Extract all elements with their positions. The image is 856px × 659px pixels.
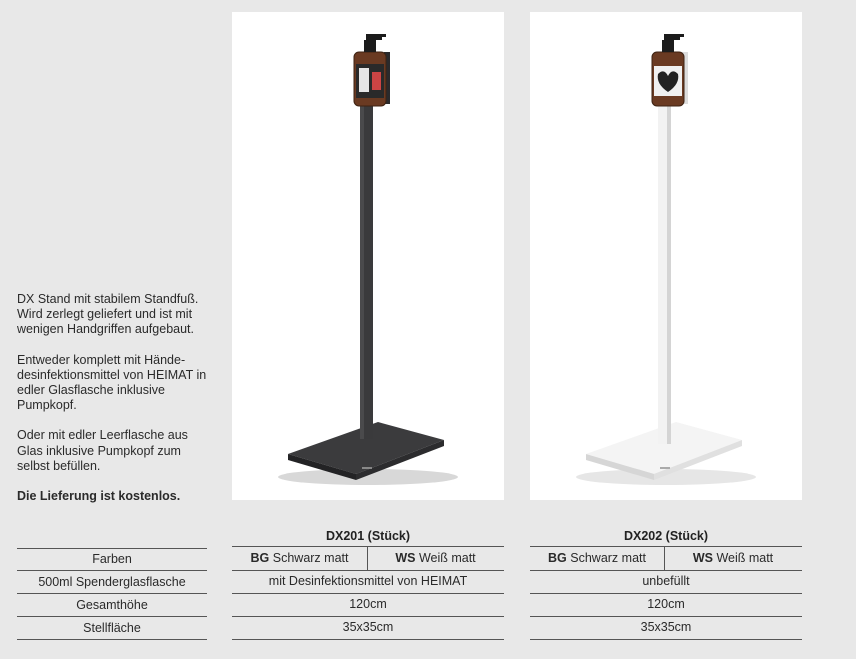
dx202-color-white: WS Weiß matt bbox=[692, 551, 774, 565]
dx201-color-black: BG Schwarz matt bbox=[250, 551, 349, 565]
description-delivery-note: Die Lieferung ist kostenlos. bbox=[17, 489, 181, 504]
table-rule bbox=[530, 593, 802, 594]
table-rule bbox=[17, 548, 207, 549]
table-rule bbox=[17, 639, 207, 640]
table-rule bbox=[17, 616, 207, 617]
product-description bbox=[17, 292, 217, 519]
table-rule bbox=[530, 639, 802, 640]
dx201-color-white: WS Weiß matt bbox=[395, 551, 476, 565]
dx201-filling: mit Desinfektionsmittel von HEIMAT bbox=[268, 574, 468, 588]
row-label-bottle: 500ml Spenderglasflasche bbox=[38, 575, 186, 589]
product-header-dx201: DX201 (Stück) bbox=[325, 529, 411, 543]
product-header-dx202: DX202 (Stück) bbox=[623, 529, 709, 543]
row-label-height: Gesamthöhe bbox=[76, 598, 148, 612]
table-rule bbox=[17, 570, 207, 571]
table-rule bbox=[232, 593, 504, 594]
row-label-area: Stellfläche bbox=[83, 621, 141, 635]
description-paragraph-3: Oder mit edler Leerflasche aus Glas inklusive Pumpkopf zum selbst befüllen. bbox=[17, 428, 188, 473]
product-image-dx202 bbox=[530, 12, 802, 500]
table-rule bbox=[530, 546, 802, 547]
table-rule bbox=[232, 639, 504, 640]
dx202-color-black: BG Schwarz matt bbox=[548, 551, 646, 565]
dx202-height: 120cm bbox=[647, 597, 685, 611]
table-rule bbox=[232, 616, 504, 617]
dx202-area: 35x35cm bbox=[640, 620, 692, 634]
row-label-colors: Farben bbox=[92, 552, 132, 566]
product-image-dx201 bbox=[232, 12, 504, 500]
description-paragraph-2: Entweder komplett mit Hände-desinfektionsmittel von HEIMAT in edler Glasflasche inklusive Pumpkopf. bbox=[17, 352, 207, 413]
table-rule bbox=[17, 593, 207, 594]
table-rule bbox=[232, 570, 504, 571]
table-rule bbox=[530, 616, 802, 617]
dispenser-stand-white-image bbox=[530, 12, 802, 500]
dx201-height: 120cm bbox=[349, 597, 387, 611]
dx202-filling: unbefüllt bbox=[642, 574, 690, 588]
description-paragraph-1: DX Stand mit stabilem Standfuß. Wird zerlegt geliefert und ist mit wenigen Handgriffen aufgebaut. bbox=[17, 292, 199, 337]
dispenser-stand-black-image bbox=[232, 12, 504, 500]
table-rule bbox=[530, 570, 802, 571]
dx201-area: 35x35cm bbox=[342, 620, 394, 634]
table-rule bbox=[232, 546, 504, 547]
